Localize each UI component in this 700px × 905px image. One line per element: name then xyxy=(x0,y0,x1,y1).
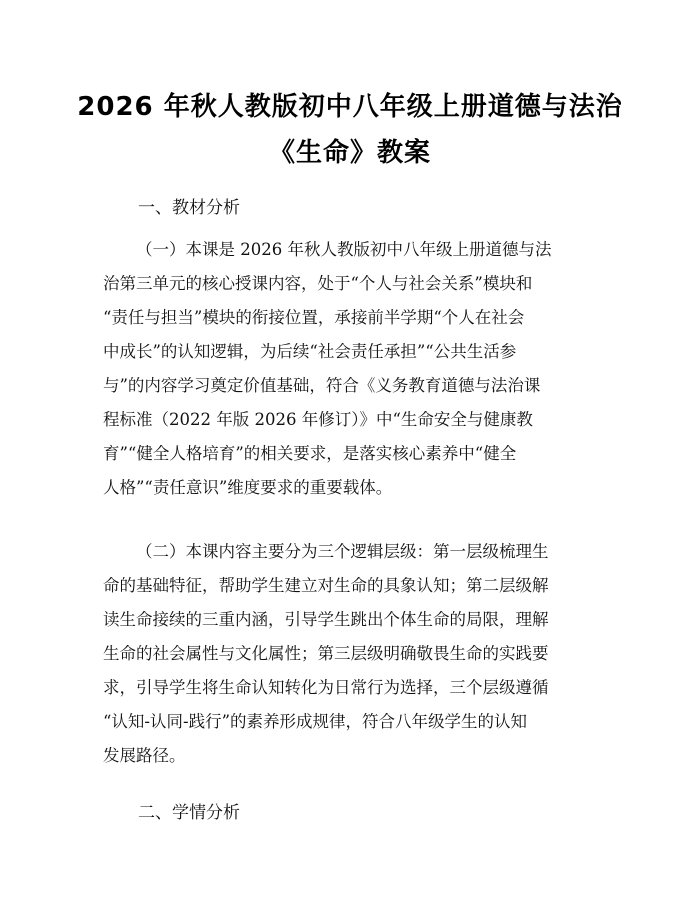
paragraph-line: 程标准（2022 年版 2026 年修订）》中“生命安全与健康教 xyxy=(103,410,533,429)
paragraph-line: 读生命接续的三重内涵，引导学生跳出个体生命的局限，理解 xyxy=(103,610,549,629)
paragraph-line: （一）本课是 2026 年秋人教版初中八年级上册道德与法 xyxy=(136,240,552,259)
section-heading-student-analysis: 二、学情分析 xyxy=(138,803,240,823)
paragraph-line: 生命的社会属性与文化属性；第三层级明确敬畏生命的实践要 xyxy=(103,644,549,663)
paragraph-line: “责任与担当”模块的衔接位置，承接前半学期“个人在社会 xyxy=(103,308,525,327)
paragraph-line: 治第三单元的核心授课内容，处于“个人与社会关系”模块和 xyxy=(103,274,533,293)
paragraph-line: （二）本课内容主要分为三个逻辑层级：第一层级梳理生 xyxy=(136,542,549,561)
document-title-line-1: 2026 年秋人教版初中八年级上册道德与法治 xyxy=(77,92,623,122)
document-title-line-2: 《生命》教案 xyxy=(268,138,431,168)
paragraph-line: 命的基础特征，帮助学生建立对生命的具象认知；第二层级解 xyxy=(103,576,549,595)
paragraph-2 xyxy=(103,535,603,773)
paragraph-line: 求，引导学生将生命认知转化为日常行为选择，三个层级遵循 xyxy=(103,678,549,697)
paragraph-line: 育”“健全人格培育”的相关要求，是落实核心素养中“健全 xyxy=(103,444,517,463)
paragraph-line: “认知-认同-践行”的素养形成规律，符合八年级学生的认知 xyxy=(103,712,528,731)
section-heading-textbook-analysis: 一、教材分析 xyxy=(138,198,240,218)
paragraph-line: 人格”“责任意识”维度要求的重要载体。 xyxy=(103,478,393,497)
paragraph-line: 与”的内容学习奠定价值基础，符合《义务教育道德与法治课 xyxy=(103,376,541,395)
paragraph-line: 中成长”的认知逻辑，为后续“社会责任承担”“公共生活参 xyxy=(103,342,517,361)
paragraph-line: 发展路径。 xyxy=(103,746,186,765)
paragraph-1 xyxy=(103,233,603,505)
